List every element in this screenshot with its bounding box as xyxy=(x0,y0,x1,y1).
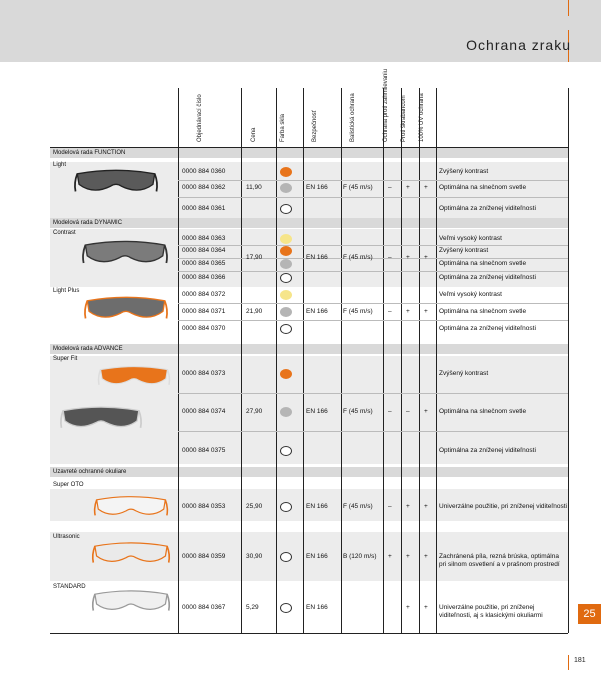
lens-color-swatch xyxy=(280,259,292,269)
order-code: 0000 884 0374 xyxy=(182,408,226,415)
lens-color-swatch xyxy=(280,183,292,193)
spec-ballistic: F (45 m/s) xyxy=(343,184,373,191)
lens-description: Zvýšený kontrast xyxy=(439,247,489,254)
glasses-super-oto-image xyxy=(92,492,170,522)
spec-uv: + xyxy=(424,503,428,510)
column-divider xyxy=(276,88,277,633)
column-header: Farba skla xyxy=(280,113,286,142)
row-separator xyxy=(178,393,568,394)
column-header: Proti škrabancom xyxy=(401,95,407,142)
page-title: Ochrana zraku xyxy=(466,37,571,53)
lens-color-swatch xyxy=(280,290,292,300)
row-separator xyxy=(178,258,568,259)
group-title: Uzavreté ochranné okuliare xyxy=(53,469,127,475)
order-code: 0000 884 0370 xyxy=(182,325,226,332)
order-code: 0000 884 0363 xyxy=(182,235,226,242)
column-divider xyxy=(303,88,304,633)
column-divider xyxy=(383,88,384,633)
lens-description: Veľmi vysoký kontrast xyxy=(439,291,502,298)
order-code: 0000 884 0371 xyxy=(182,308,226,315)
model-name: Contrast xyxy=(53,230,76,236)
order-code: 0000 884 0365 xyxy=(182,260,226,267)
lens-description: Zvýšený kontrast xyxy=(439,370,489,377)
model-name: Super Fit xyxy=(53,356,78,362)
header-accent-line xyxy=(568,0,569,16)
spec-safety: EN 166 xyxy=(306,503,328,510)
spec-fog: – xyxy=(388,408,392,415)
spec-uv: + xyxy=(424,308,428,315)
order-code: 0000 884 0364 xyxy=(182,247,226,254)
glasses-light-plus-image xyxy=(82,292,170,325)
glasses-ultrasonic-image xyxy=(90,538,172,569)
order-code: 0000 884 0375 xyxy=(182,447,226,454)
spec-ballistic: F (45 m/s) xyxy=(343,308,373,315)
lens-description: Optimálna na slnečnom svetle xyxy=(439,260,527,267)
spec-price: 11,90 xyxy=(246,184,262,191)
column-header: Balistická ochrana xyxy=(350,93,356,142)
lens-color-swatch xyxy=(280,246,292,256)
row-separator xyxy=(178,271,568,272)
model-name: STANDARD xyxy=(53,584,86,590)
spec-uv: + xyxy=(424,553,428,560)
row-separator xyxy=(178,180,568,181)
order-code: 0000 884 0366 xyxy=(182,274,226,281)
column-divider xyxy=(178,88,179,633)
spec-ballistic: F (45 m/s) xyxy=(343,503,373,510)
spec-fog: – xyxy=(388,308,392,315)
spec-fog: + xyxy=(388,553,392,560)
lens-color-swatch xyxy=(280,502,292,512)
lens-description: Optimálna za zníženej viditeľnosti xyxy=(439,447,536,454)
spec-scratch: + xyxy=(406,604,410,611)
column-header: Objednávací číslo xyxy=(197,94,203,142)
lens-description: Optimálna na slnečnom svetle xyxy=(439,408,527,415)
spec-price: 5,29 xyxy=(246,604,259,611)
model-name: Super OTO xyxy=(53,482,84,488)
row-separator xyxy=(178,431,568,432)
spec-scratch: + xyxy=(406,503,410,510)
table-top-rule xyxy=(50,147,568,148)
spec-price: 25,90 xyxy=(246,503,263,510)
column-header: Bezpečnosť xyxy=(312,110,318,142)
row-separator xyxy=(178,320,568,321)
spec-uv: + xyxy=(424,184,428,191)
lens-description: Univerzálne použitie, pri zníženej viditeľnosti, aj s klasickými okuliarmi xyxy=(439,604,543,619)
spec-fog: – xyxy=(388,254,392,261)
lens-color-swatch xyxy=(280,167,292,177)
lens-description: Optimálna za zníženej viditeľnosti xyxy=(439,274,536,281)
lens-color-swatch xyxy=(280,324,292,334)
page-number: 181 xyxy=(574,657,586,664)
spec-scratch: + xyxy=(406,553,410,560)
lens-color-swatch xyxy=(280,603,292,613)
order-code: 0000 884 0373 xyxy=(182,370,226,377)
lens-color-swatch xyxy=(280,407,292,417)
row-separator xyxy=(178,245,568,246)
model-name: Light Plus xyxy=(53,288,80,294)
group-title: Modelová rada DYNAMIC xyxy=(53,220,123,226)
spec-price: 21,90 xyxy=(246,308,263,315)
spec-safety: EN 166 xyxy=(306,553,328,560)
glasses-super-fit-grey-image xyxy=(58,402,144,435)
table-bottom-rule xyxy=(50,633,568,634)
lens-color-swatch xyxy=(280,307,292,317)
spec-ballistic: F (45 m/s) xyxy=(343,408,373,415)
spec-price: 30,90 xyxy=(246,553,263,560)
glasses-light-image xyxy=(72,165,160,198)
lens-description: Univerzálne použitie, pri zníženej viditeľnosti xyxy=(439,503,567,510)
lens-description: Veľmi vysoký kontrast xyxy=(439,235,502,242)
spec-scratch: + xyxy=(406,254,410,261)
spec-uv: + xyxy=(424,254,428,261)
group-header xyxy=(50,148,568,158)
lens-color-swatch xyxy=(280,552,292,562)
lens-description: Optimálna za zníženej viditeľnosti xyxy=(439,205,536,212)
order-code: 0000 884 0367 xyxy=(182,604,226,611)
row-separator xyxy=(178,303,568,304)
order-code: 0000 884 0359 xyxy=(182,553,226,560)
lens-description: Optimálna za zníženej viditeľnosti xyxy=(439,325,536,332)
column-divider xyxy=(436,88,437,633)
glasses-standard-image xyxy=(90,586,172,617)
spec-ballistic: B (120 m/s) xyxy=(343,553,377,560)
spec-scratch: + xyxy=(406,184,410,191)
order-code: 0000 884 0362 xyxy=(182,184,226,191)
column-header: Ochrana proti zahmlievaniu xyxy=(383,68,389,142)
glasses-super-fit-orange-image xyxy=(96,362,172,391)
column-divider xyxy=(241,88,242,633)
group-title: Modelová rada ADVANCE xyxy=(53,346,123,352)
column-divider xyxy=(401,88,402,633)
row-separator xyxy=(178,197,568,198)
column-divider xyxy=(341,88,342,633)
group-header xyxy=(50,218,568,228)
spec-scratch: + xyxy=(406,308,410,315)
spec-price: 17,90 xyxy=(246,254,263,261)
chapter-badge: 25 xyxy=(578,604,601,624)
folio-accent xyxy=(568,655,569,670)
spec-safety: EN 166 xyxy=(306,254,328,261)
spec-fog: – xyxy=(388,503,392,510)
lens-color-swatch xyxy=(280,234,292,244)
spec-safety: EN 166 xyxy=(306,308,328,315)
spec-scratch: – xyxy=(406,408,410,415)
lens-color-swatch xyxy=(280,446,292,456)
glasses-contrast-image xyxy=(80,236,170,270)
lens-color-swatch xyxy=(280,273,292,283)
spec-uv: + xyxy=(424,408,428,415)
spec-safety: EN 166 xyxy=(306,604,328,611)
order-code: 0000 884 0360 xyxy=(182,168,226,175)
lens-description: Zachránená píla, rezná brúska, optimálna pri silnom osvetlení a v prašnom prostredí xyxy=(439,553,560,568)
spec-uv: + xyxy=(424,604,428,611)
model-name: Light xyxy=(53,162,67,168)
lens-description: Optimálna na slnečnom svetle xyxy=(439,184,527,191)
spec-price: 27,90 xyxy=(246,408,263,415)
spec-safety: EN 166 xyxy=(306,184,328,191)
order-code: 0000 884 0372 xyxy=(182,291,226,298)
group-header xyxy=(50,467,568,477)
spec-fog: – xyxy=(388,184,392,191)
lens-color-swatch xyxy=(280,204,292,214)
order-code: 0000 884 0353 xyxy=(182,503,226,510)
lens-description: Zvýšený kontrast xyxy=(439,168,489,175)
lens-description: Optimálna na slnečnom svetle xyxy=(439,308,527,315)
column-divider xyxy=(568,88,569,633)
group-title: Modelová rada FUNCTION xyxy=(53,150,126,156)
lens-color-swatch xyxy=(280,369,292,379)
column-header: 100% UV ochrana xyxy=(419,93,425,142)
column-divider xyxy=(419,88,420,633)
column-header: Cena xyxy=(251,127,257,142)
spec-ballistic: F (45 m/s) xyxy=(343,254,373,261)
order-code: 0000 884 0361 xyxy=(182,205,226,212)
spec-safety: EN 166 xyxy=(306,408,328,415)
model-name: Ultrasonic xyxy=(53,534,80,540)
group-header xyxy=(50,344,568,354)
